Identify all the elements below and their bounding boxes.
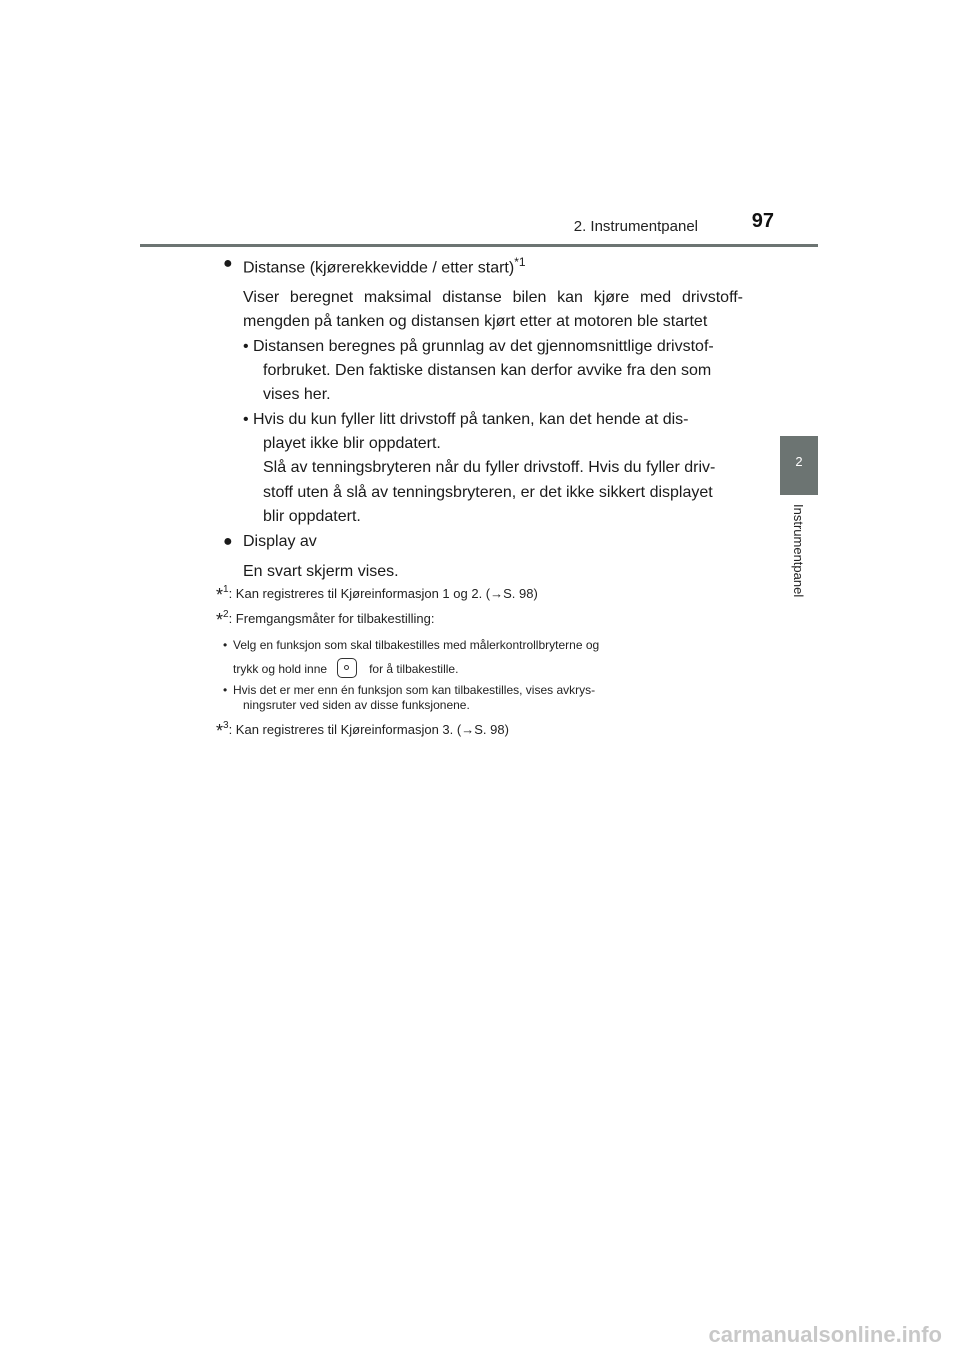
footnote-text: : Kan registreres til Kjøreinformasjon 1 og 2. (→S. 98): [228, 586, 538, 601]
footnote-text: : Fremgangsmåter for tilbakestilling:: [228, 611, 435, 626]
footnote-number: 1: [223, 584, 229, 595]
note-dot: •: [243, 411, 249, 428]
footnote-star: *: [216, 721, 224, 741]
note-line: Slå av tenningsbryteren når du fyller drivstoff. Hvis du fyller driv-: [263, 459, 716, 476]
footnote-item-dot: •: [223, 683, 228, 697]
footnote-star: *: [216, 610, 224, 630]
note-line: Distansen beregnes på grunnlag av det gjennomsnittlige drivstof-: [253, 338, 714, 355]
footnote-number: 3: [223, 720, 229, 731]
footnote-item-line: ningsruter ved siden av disse funksjonene.: [243, 698, 470, 712]
chapter-tab: [780, 436, 818, 495]
chapter-label: Instrumentpanel: [791, 504, 806, 598]
note-line: blir oppdatert.: [263, 508, 361, 525]
note-line: stoff uten å slå av tenningsbryteren, er det ikke sikkert displayet: [263, 484, 713, 501]
section-heading-text: Distanse (kjørerekkevidde / etter start): [243, 259, 515, 277]
watermark: carmanualsonline.info: [708, 1322, 942, 1347]
footnote-item-line: [233, 658, 743, 678]
footnote-text: : Kan registreres til Kjøreinformasjon 3. (→S. 98): [228, 722, 509, 737]
page-number: 97: [751, 210, 774, 232]
note-line: Hvis du kun fyller litt drivstoff på tanken, kan det hende at dis-: [253, 411, 689, 428]
footnote: [216, 720, 746, 742]
footnote-number: 2: [223, 609, 229, 620]
note-line: forbruket. Den faktiske distansen kan derfor avvike fra den som: [263, 362, 712, 379]
footnote-item-text: trykk og hold inne: [233, 662, 328, 676]
section-bullet: ●: [223, 533, 233, 550]
page-header: [140, 210, 818, 246]
footnote-mark: *1: [514, 255, 526, 269]
section-description-line: mengden på tanken og distansen kjørt etter at motoren ble startet: [243, 313, 708, 330]
footnote-item: [223, 683, 743, 698]
footnote-item-line: Hvis det er mer enn én funksjon som kan tilbakestilles, vises avkrys-: [233, 683, 596, 697]
section-title: 2. Instrumentpanel: [573, 218, 698, 235]
footnote: [216, 584, 746, 606]
note-line: vises her.: [263, 386, 331, 403]
chapter-number: 2: [795, 454, 803, 469]
chapter-label-wrapper: [776, 504, 822, 608]
note-item: [243, 408, 743, 433]
footnote-item-line: Velg en funksjon som skal tilbakestilles med målerkontrollbryterne og: [233, 638, 600, 652]
section-description-line: Viser beregnet maksimal distanse bilen kan kjøre med drivstoff-: [243, 289, 743, 306]
section-heading: Display av: [243, 533, 317, 550]
footnote-item: [223, 638, 743, 653]
footnote-item-text: for å tilbakestille.: [369, 662, 459, 676]
footnote: [216, 609, 746, 631]
footnote-item-dot: •: [223, 638, 228, 652]
section-description: En svart skjerm vises.: [243, 563, 399, 580]
footnote-star: *: [216, 585, 224, 605]
header-rule: [140, 244, 818, 247]
section-bullet: ●: [223, 255, 233, 272]
select-button-icon: [337, 658, 357, 678]
section-heading: [243, 255, 526, 277]
note-dot: •: [243, 338, 249, 355]
note-line: playet ikke blir oppdatert.: [263, 435, 441, 452]
note-item: [243, 335, 743, 360]
